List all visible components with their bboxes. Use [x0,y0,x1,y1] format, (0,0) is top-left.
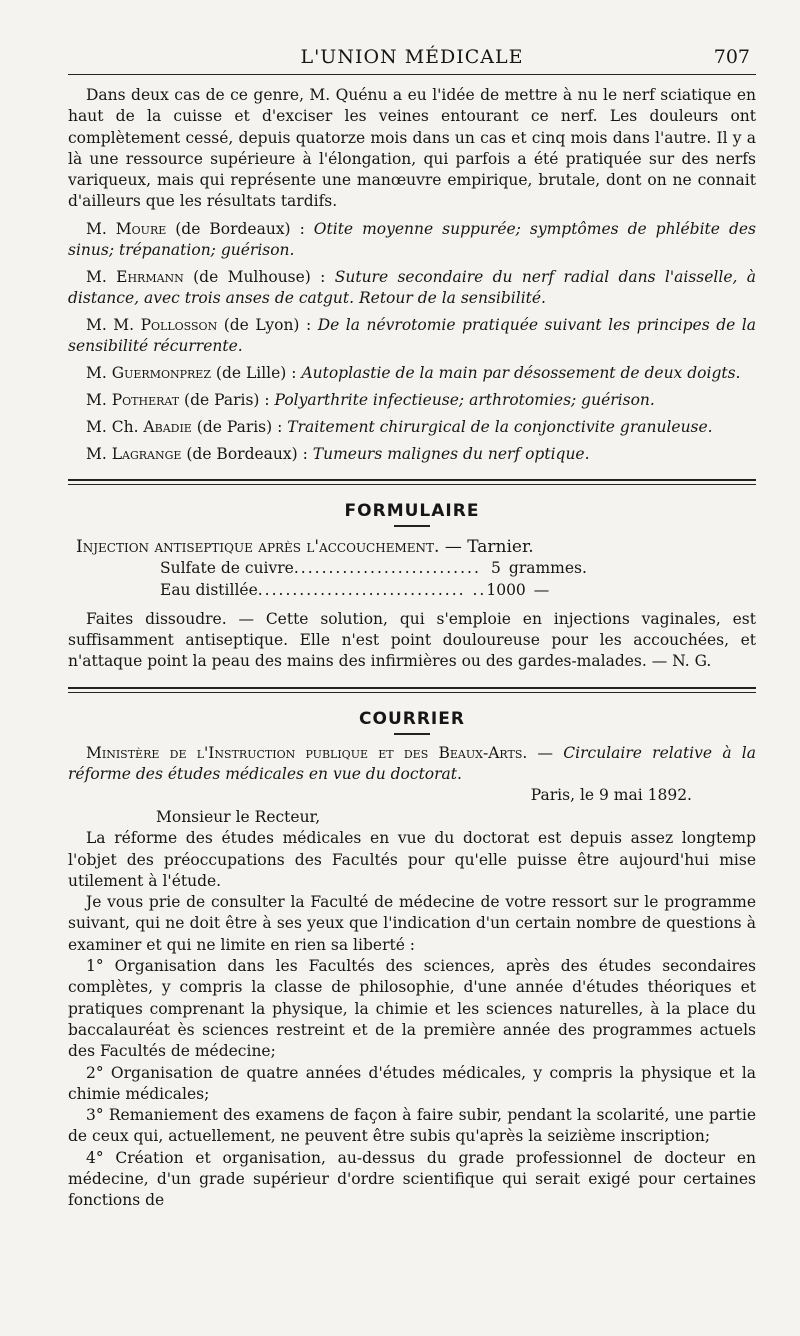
author-place: (de Bordeaux) : [181,444,313,463]
communication-title: Suture secondaire du nerf radial dans l'aisselle, à distance, avec trois anses de catgut. Retour de la sensibilité. [68,267,757,307]
communication-entry [68,363,756,384]
heading-underline [394,525,430,527]
circular-title: Circulaire relative à la réforme des études médicales en vue du doctorat. [68,743,757,783]
author-place: (de Mulhouse) : [183,267,335,286]
author-place: (de Paris) : [191,417,288,436]
communication-title: Autoplastie de la main par désossement de deux doigts. [301,363,741,382]
entry-prefix: M. [86,444,112,463]
salutation: Monsieur le Recteur, [156,808,321,827]
ingredient-quantity: 1000 [486,580,526,599]
communication-entry [68,417,756,438]
entry-prefix: M. [86,390,112,409]
author-place: (de Paris) : [179,390,275,409]
author-name: Lagrange [111,444,182,463]
letter-paragraph: 1° Organisation dans les Facultés des sciences, après des études secondaires complètes, y compris la classe de philosophie, d'une année d'études théoriques et pratiques comprenant la physique, la chimie et les sciences naturelles, à la place du baccalauréat ès sciences restreint et de la première année des programmes actuels des Facultés de médecine; [68,957,756,1061]
communication-entry [68,315,756,357]
section-divider [68,687,756,693]
page-header [68,40,756,70]
author-place: (de Lyon) : [217,315,318,334]
formula-name: Injection antiseptique après l'accouchement. [76,536,440,557]
ingredient-unit: — [533,580,550,599]
author-name: Pollosson [140,315,218,334]
ingredient-name: Eau distillée [160,580,258,599]
communication-entry [68,390,756,411]
letter-paragraph: 3° Remaniement des examens de façon à faire subir, pendant la scolarité, une partie de ceux qui, actuellement, ne peuvent être subis qu'après la seizième inscription; [68,1106,756,1146]
entry-prefix: M. Ch. [86,417,144,436]
leader-dots: ........................... [293,558,481,577]
ingredient-name: Sulfate de cuivre [160,558,294,577]
ministry-name: Ministère de l'Instruction publique et des Beaux-Arts. [86,743,528,762]
author-name: Moure [115,219,167,238]
communications-list [68,219,756,465]
communication-title: Polyarthrite infectieuse; arthrotomies; guérison. [274,390,655,409]
intro-paragraph: Dans deux cas de ce genre, M. Quénu a eu l'idée de mettre à nu le nerf sciatique en haut de la cuisse et d'exciser les veines entourant ce nerf. Les douleurs ont complètement cessé, depuis quatorze mois dans un cas et cinq mois dans l'autre. Il y a là une ressource supérieure à l'élongation, qui parfois a été pratiquée sur des nerfs variqueux, mais qui représente une manœuvre empirique, brutale, dont on ne connait d'ailleurs que les résultats tardifs. [68,86,756,211]
author-name: Ehrmann [116,267,184,286]
entry-prefix: M. [86,363,112,382]
leader-dots: .............................. .. [257,580,487,599]
separator-dash: — [527,743,564,762]
author-name: Potherat [111,390,180,409]
letter-paragraph: La réforme des études médicales en vue du doctorat est depuis assez longtemp l'objet des préoccupations des Facultés pour qu'elle puisse être aujourd'hui mise utilement à l'étude. [68,829,756,890]
formulaire-heading: FORMULAIRE [344,500,480,521]
formula-ingredient [160,579,580,601]
running-title: L'UNION MÉDICALE [300,46,524,68]
letter-paragraph: 4° Création et organisation, au-dessus du grade professionnel de docteur en médecine, d'un grade supérieur d'ordre scientifique qui serait exigé pour certaines fonctions de [68,1148,756,1210]
author-name: Abadie [143,417,192,436]
formula-instructions: Faites dissoudre. — Cette solution, qui s'emploie en injections vaginales, est suffisamment antiseptique. Elle n'est point douloureuse pour les accouchées, et n'attaque point la peau des mains des infirmières ou des gardes-malades. — N. G. [68,609,756,671]
author-place: (de Lille) : [210,363,302,382]
entry-prefix: M. [86,267,117,286]
letter-paragraph: 2° Organisation de quatre années d'études médicales, y compris la physique et la chimie médicales; [68,1063,756,1103]
author-name: Guermonprez [111,363,211,382]
communication-title: Traitement chirurgical de la conjonctivite granuleuse. [287,417,713,436]
section-divider [68,479,756,485]
letter-paragraph: Je vous prie de consulter la Faculté de médecine de votre ressort sur le programme suivant, qui ne doit être à ses yeux que l'indication d'un certain nombre de questions à examiner et qui ne limite en rien sa liberté : [68,893,756,954]
heading-underline [394,733,430,735]
formula-ingredient [160,557,587,579]
entry-prefix: M. M. [86,315,141,334]
page-number: 707 [713,46,750,68]
ingredient-quantity: 5 [491,558,501,577]
formula-author: — Tarnier. [439,536,534,557]
formula-title [68,537,756,557]
communication-entry [68,267,756,309]
courrier-heading: COURRIER [359,708,465,729]
place-date: Paris, le 9 mai 1892. [530,786,692,805]
communication-title: De la névrotomie pratiquée suivant les principes de la sensibilité récurrente. [68,315,756,355]
communication-title: Tumeurs malignes du nerf optique. [312,444,590,463]
communication-title: Otite moyenne suppurée; symptômes de phlébite des sinus; trépanation; guérison. [68,219,756,259]
communication-entry [68,444,756,465]
header-rule [68,74,756,75]
ingredient-unit: grammes. [508,558,587,577]
entry-prefix: M. [86,219,116,238]
communication-entry [68,219,756,261]
circular-heading [68,743,756,786]
author-place: (de Bordeaux) : [166,219,314,238]
